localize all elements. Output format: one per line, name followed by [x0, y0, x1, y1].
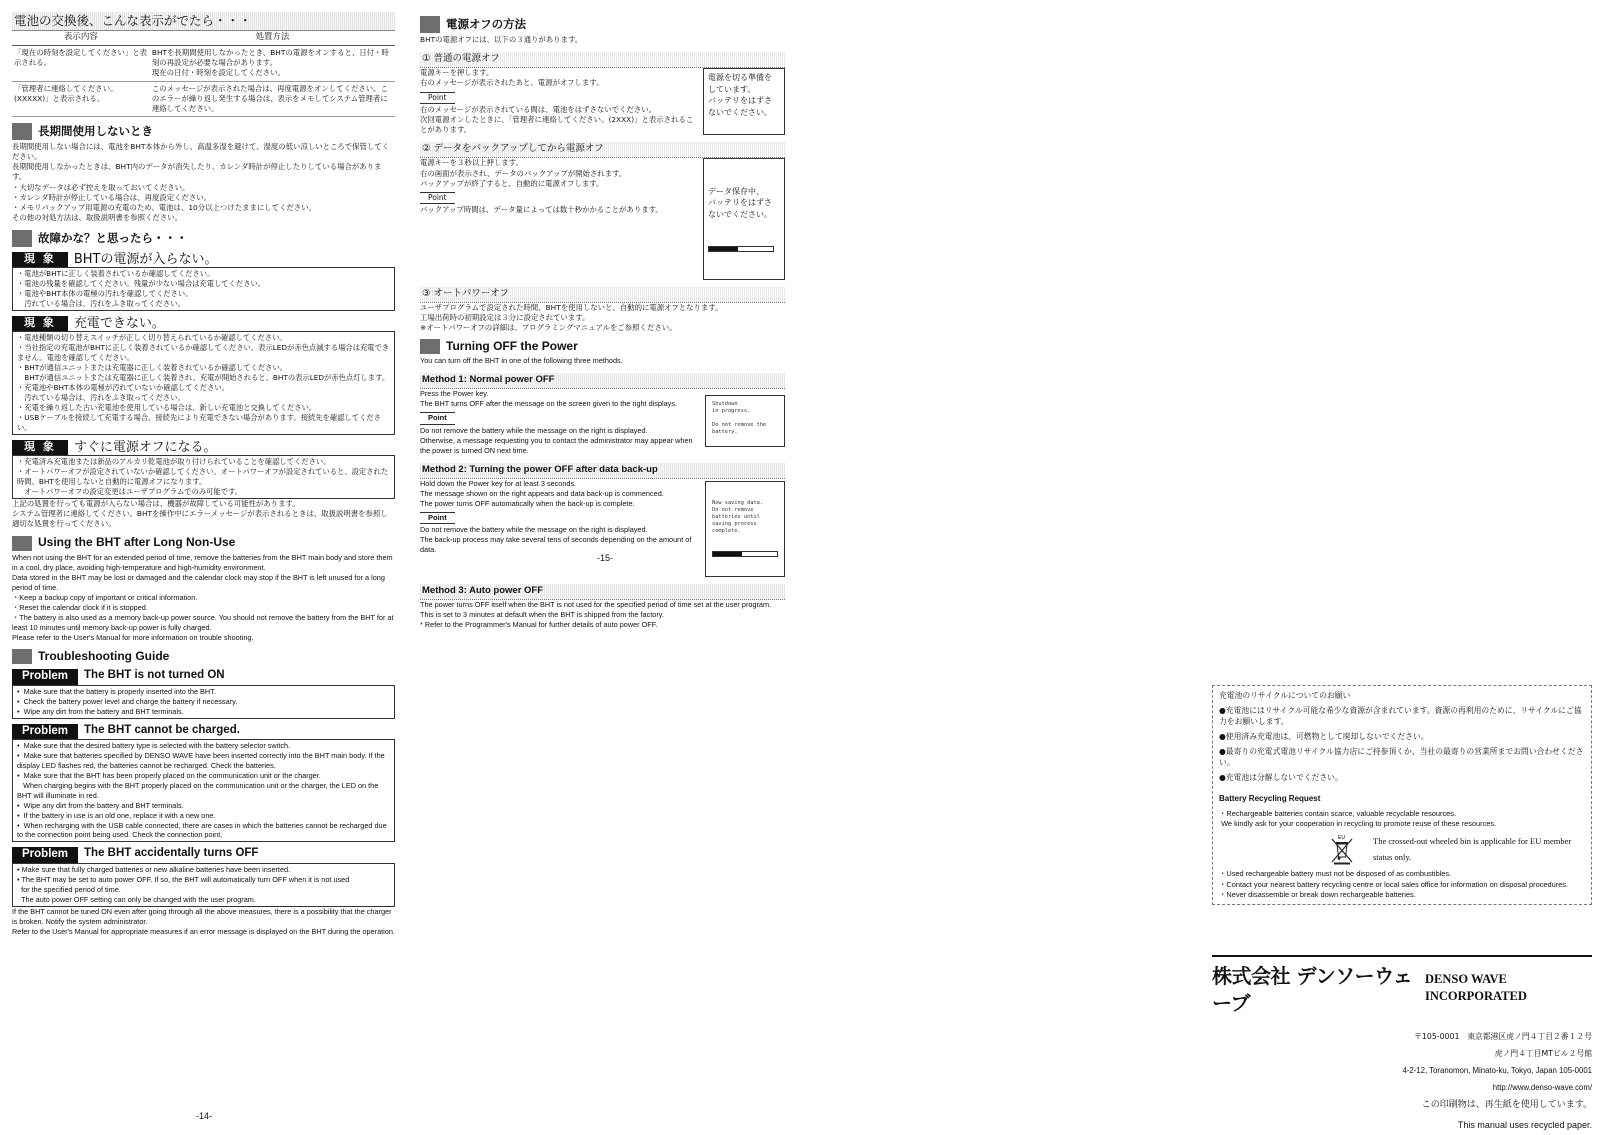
problem-block — [12, 847, 395, 906]
problem-block — [12, 252, 395, 311]
recycle-en-title: Battery Recycling Request — [1219, 793, 1321, 803]
problem-badge: 現 象 — [12, 316, 68, 332]
list-item: ・当社指定の充電池がBHTに正しく装着されているか確認してください。表示LEDが赤色点滅する場合は充電できません。電池を確認してください。 — [17, 343, 390, 363]
recycle-en-text: ・Rechargeable batteries contain scarce, valuable recyclable resources. We kindly ask for your cooperation in recycling to promote reuse of these resources. — [1219, 808, 1497, 828]
using-bht-heading: Using the BHT after Long Non-Use — [12, 536, 395, 551]
problem-title: The BHT cannot be charged. — [84, 723, 240, 736]
point-label: Point — [420, 412, 455, 424]
problem-title: The BHT accidentally turns OFF — [84, 847, 259, 860]
problem-items — [12, 331, 395, 434]
list-item: • Make sure that the battery is properly inserted into the BHT. — [17, 686, 216, 696]
method-2-en-title: Method 2: Turning the power OFF after data back-up — [420, 463, 785, 479]
table-row — [12, 81, 395, 116]
page-14 — [12, 12, 395, 1122]
crossed-out-bin-icon — [1329, 833, 1355, 865]
list-item: ・電池種類の切り替えスイッチが正しく切り替えられているか確認してください。 — [17, 333, 287, 343]
bht-screen-message: 電源を切る準備を しています。 バッテリをはずさ ないでください。 — [703, 68, 785, 135]
progress-fill — [709, 247, 738, 251]
list-item: • The BHT may be set to auto power OFF. If so, the BHT will automatically turn OFF when it is not used for the specified period of time. The auto power OFF setting can only be changed with the user program. — [17, 874, 350, 904]
table-cell: このメッセージが表示された場合は、再度電源をオンしてください。このエラーが繰り返し発生する場合は、表示をメモしてシステム管理者に連絡してください。 — [150, 81, 395, 116]
turning-off-intro: You can turn off the BHT in one of the following three methods. — [420, 356, 623, 366]
using-bht-text: When not using the BHT for an extended period of time, remove the batteries from the BHT main body and store them in a cool, dry place, avoiding high-temperature and high-humidity environment. Data stored in the BHT may be lost or damaged and the calendar clock may stop if the BHT is left unused for a long period of time. ・Keep a backup copy of important or critical information. ・Reset the calendar clock if it is stopped. ・The battery is also used as a memory back-up power source. You should not remove the battery from the BHT for at least 10 minutes until memory back-up power is fully charged. Please refer to the User's Manual for more information on trouble shooting. — [12, 552, 394, 643]
list-item: • Check the battery power level and charge the battery if necessary. — [17, 696, 238, 706]
company-name-jp: 株式会社 デンソーウェーブ — [1212, 964, 1413, 1016]
poweroff-intro: BHTの電源オフには、以下の３通りがあります。 — [420, 35, 583, 44]
page-number: -15- — [597, 553, 614, 563]
problem-badge: 現 象 — [12, 252, 68, 268]
list-item: ・オートパワーオフが設定されていないか確認してください。オートパワーオフが設定されていると、設定された時間、BHTを使用しないと自動的に電源オフになります。 オートパワーオフの設定変更はユーザプログラムでのみ可能です。 — [17, 467, 389, 496]
section-marker-icon — [12, 123, 32, 140]
list-item: • Make sure that the BHT has been properly placed on the communication unit or the charger. When charging begins with the BHT properly placed on the communication unit or the charger, the LED on the BHT will illuminate in red. — [17, 770, 379, 800]
problem-block — [12, 669, 395, 718]
point-text: バックアップ時間は、データ量によっては数十秒かかることがあります。 — [420, 205, 663, 215]
recycle-en-text: ・Used rechargeable battery must not be disposed of as combustibles. ・Contact your nearest battery recycling centre or local sales office for information on disposal procedures. ・Never disassemble or break down rechargeable batteries. — [1219, 869, 1569, 899]
method-1-en — [420, 389, 785, 456]
trouble-note: 上記の処置を行っても電源が入らない場合は、機器が故障している可能性があります。 システム管理者に連絡してください。BHTを操作中にエラーメッセージが表示されるときは、取扱説明書を参照し適切な処置を行ってください。 — [12, 498, 388, 529]
method-text: 電源キーを３秒以上押します。 右の画面が表示され、データのバックアップが開始されます。 バックアップが終了すると、自動的に電源オフします。 — [420, 158, 627, 188]
back-cover — [1212, 685, 1592, 1130]
battery-replaced-title: 電池の交換後、こんな表示がでたら・・・ — [12, 12, 395, 31]
section-marker-icon — [420, 339, 440, 354]
method-2-jp-title: ② データをバックアップしてから電源オフ — [420, 142, 785, 158]
bin-eu-label: EU — [1338, 835, 1345, 842]
problem-block — [12, 440, 395, 499]
progress-fill — [713, 552, 742, 556]
method-text: ユーザプログラムで設定された時間、BHTを使用しないと、自動的に電源オフとなります。 工場出荷時の初期設定は３分に設定されています。 ※オートパワーオフの詳細は、プログラミングマニュアルをご参照ください。 — [420, 302, 723, 332]
table-row — [12, 45, 395, 81]
problem-items — [12, 267, 395, 311]
method-3-jp-title: ③ オートパワーオフ — [420, 287, 785, 303]
bht-screen-message: Shutdown in progress. Do not remove the battery. — [705, 395, 785, 447]
section-marker-icon — [420, 16, 440, 33]
section-marker-icon — [12, 230, 32, 247]
turning-off-heading: Turning OFF the Power — [420, 339, 785, 354]
list-item: ・電池がBHTに正しく装着されているか確認してください。 — [17, 269, 215, 279]
problem-items — [12, 863, 395, 907]
method-1-en-title: Method 1: Normal power OFF — [420, 373, 785, 389]
list-item: ・電池やBHT本体の電極の汚れを確認してください。 汚れている場合は、汚れをふき取ってください。 — [17, 288, 193, 308]
point-text: Do not remove the battery while the message on the right is displayed. Otherwise, a message requesting you to contact the administrator may appear when the power is turned ON next time. — [420, 425, 693, 455]
address-line: 虎ノ門４丁目MTビル２号館 — [1494, 1049, 1592, 1059]
list-item: • Make sure that fully charged batteries or new alkaline batteries have been inserted. — [17, 864, 291, 874]
problem-items — [12, 739, 395, 842]
list-item: ・USBケーブルを接続して充電する場合、接続先により充電できない場合があります。接続先を確認してください。 — [17, 412, 381, 432]
guide-note: If the BHT cannot be tuned ON even after going through all the above measures, there is a possibility that the charger is broken. Notify the system administrator. Refer to the User's Manual for appropriate measures if an error message is displayed on the BHT during the operation. — [12, 906, 395, 936]
method-text: Press the Power key. The BHT turns OFF after the message on the screen given to the right displays. — [420, 389, 678, 409]
list-item: ●使用済み充電池は、可燃物として廃却しないでください。 — [1219, 732, 1429, 742]
problem-title: 充電できない。 — [73, 315, 165, 331]
message-table — [12, 31, 395, 116]
method-1-jp-title: ① 普通の電源オフ — [420, 52, 785, 68]
poweroff-heading: 電源オフの方法 — [420, 16, 785, 33]
problem-badge: Problem — [12, 724, 78, 740]
address-line: 〒105-0001 東京都港区虎ノ門４丁目２番１２号 — [1414, 1032, 1592, 1042]
company-name-en: DENSO WAVE INCORPORATED — [1424, 972, 1527, 1004]
list-item: ・充電を繰り返した古い充電池を使用している場合は、新しい充電池と交換してください。 — [17, 402, 317, 412]
list-item: ●最寄りの充電式電池リサイクル協力店にご持参頂くか、当社の最寄りの営業所までお問い合わせください。 — [1219, 746, 1584, 768]
list-item: ・電池の残量を確認してください。残量が少ない場合は充電してください。 — [17, 279, 266, 289]
method-1-jp — [420, 68, 785, 135]
list-item: ・BHTが通信ユニットまたは充電器に正しく装着されているか確認してください。 BHTが通信ユニットまたは充電器に正しく装着され、充電が開始されると、BHTの表示LEDが赤色点灯します。 — [17, 363, 390, 383]
battery-recycling-box — [1212, 685, 1592, 905]
page-15 — [420, 12, 785, 630]
bht-screen-message: Now saving data. Do not remove batteries until saving process complete. — [705, 481, 785, 578]
long-nonuse-text: 長期間使用しない場合には、電池をBHT本体から外し、高温多湿を避けて、湿度の低い涼しいところで保管してください。 長期間使用しなかったときは、BHT内のデータが消失したり、カレンダ時計が停止したりしている場合があります。 ・大切なデータは必ず控えを取っておいてください。 ・カレンダ時計が停止している場合は、再度設定ください。 ・メモリバックアップ用電源の充電のため、電池は、10分以上つけたままにしてください。 その他の対処方法は、取扱説明書を参照ください。 — [12, 141, 390, 223]
list-item: • Wipe any dirt from the battery and BHT terminals. — [17, 706, 184, 716]
problem-title: The BHT is not turned ON — [84, 669, 225, 682]
address-line: 4-2-12, Toranomon, Minato-ku, Tokyo, Japan 105-0001 — [1402, 1065, 1592, 1075]
list-item: ●充電池にはリサイクル可能な希少な資源が含まれています。資源の再利用のために、リサイクルにご協力をお願いします。 — [1219, 705, 1582, 727]
method-text: 電源キーを押します。 右のメッセージが表示されたあと、電源がオフします。 — [420, 68, 604, 88]
point-text: 右のメッセージが表示されている間は、電池をはずさないでください。 次回電源オンしたときに、「管理者に連絡してください。(2XXX)」と表示されることがあります。 — [420, 104, 694, 135]
problem-title: すぐに電源オフになる。 — [73, 439, 217, 455]
list-item: • Wipe any dirt from the battery and BHT terminals. — [17, 800, 184, 810]
weee-note: The crossed-out wheeled bin is applicable for EU member status only. — [1373, 836, 1572, 863]
method-text: The power turns OFF itself when the BHT is not used for the specified period of time set at the user program. This is set to 3 minutes at default when the BHT is shipped from the factory. * Refer to the Programmer's Manual for further details of auto power OFF. — [420, 600, 772, 630]
problem-items — [12, 455, 395, 499]
problem-badge: 現 象 — [12, 440, 68, 456]
section-marker-icon — [12, 536, 32, 551]
problem-block — [12, 724, 395, 843]
troubleshooting-jp-heading: 故障かな？と思ったら・・・ — [12, 230, 395, 247]
list-item: • Make sure that the desired battery type is selected with the battery selector switch. — [17, 741, 291, 751]
method-3-en-title: Method 3: Auto power OFF — [420, 584, 785, 600]
backup-progress-bar — [712, 551, 778, 557]
problem-badge: Problem — [12, 669, 78, 685]
backup-progress-bar — [708, 246, 774, 252]
weee-row — [1329, 833, 1585, 865]
list-item: ・充電済み充電池または新品のアルカリ乾電池が取り付けられていることを確認してください。 — [17, 457, 331, 467]
recycle-jp-title: 充電池のリサイクルについてのお願い — [1219, 691, 1351, 700]
table-header: 表示内容 — [12, 31, 150, 45]
list-item: ●充電池は分解しないでください。 — [1219, 773, 1343, 783]
list-item: • If the battery in use is an old one, replace it with a new one. — [17, 810, 216, 820]
list-item: ・充電池やBHT本体の電極が汚れていないか確認してください。 汚れている場合は、汚れをふき取ってください。 — [17, 383, 229, 402]
problem-badge: Problem — [12, 847, 78, 863]
bht-screen-message: データ保存中、 バッテリをはずさ ないでください。 — [703, 158, 785, 279]
problem-items — [12, 685, 395, 719]
list-item: • Make sure that batteries specified by DENSO WAVE have been inserted correctly into the BHT main body. If the display LED flashes red, the batteries cannot be recharged. Check the batteries. — [17, 751, 387, 770]
problem-block — [12, 316, 395, 435]
recycled-paper-en: This manual uses recycled paper. — [1457, 1119, 1592, 1130]
table-cell: BHTを長期間使用しなかったとき、BHTの電源をオンすると、日付・時刻の再設定が必要な場合があります。 現在の日付・時刻を設定してください。 — [150, 45, 395, 81]
company-address — [1212, 1029, 1592, 1135]
list-item: • When recharging with the USB cable connected, there are cases in which the batteries cannot be recharged due to the connection point being used. Check the connection point. — [17, 820, 389, 840]
section-marker-icon — [12, 649, 32, 664]
company-logo — [1212, 955, 1592, 1017]
website-link[interactable]: http://www.denso-wave.com/ — [1492, 1082, 1592, 1092]
table-cell: 「現在の時刻を設定してください」と表示される。 — [12, 45, 150, 81]
point-label: Point — [420, 192, 455, 204]
point-label: Point — [420, 512, 455, 524]
point-label: Point — [420, 92, 455, 104]
table-header: 処置方法 — [150, 31, 395, 45]
method-text: Hold down the Power key for at least 3 seconds. The message shown on the right appears and data back-up is commenced. The power turns OFF automatically when the back-up is complete. — [420, 478, 664, 508]
page-number: -14- — [196, 1111, 213, 1121]
problem-title: BHTの電源が入らない。 — [73, 251, 218, 267]
point-text: Do not remove the battery while the message on the right is displayed. The back-up process may take several tens of seconds depending on the amount of data. — [420, 524, 692, 555]
method-2-jp — [420, 158, 785, 279]
long-nonuse-heading: 長期間使用しないとき — [12, 123, 395, 140]
recycled-paper-jp: この印刷物は、再生紙を使用しています。 — [1421, 1100, 1592, 1111]
troubleshooting-guide-heading: Troubleshooting Guide — [12, 649, 395, 664]
table-cell: 「管理者に連絡してください。(XXXXX)」と表示される。 — [12, 81, 150, 116]
